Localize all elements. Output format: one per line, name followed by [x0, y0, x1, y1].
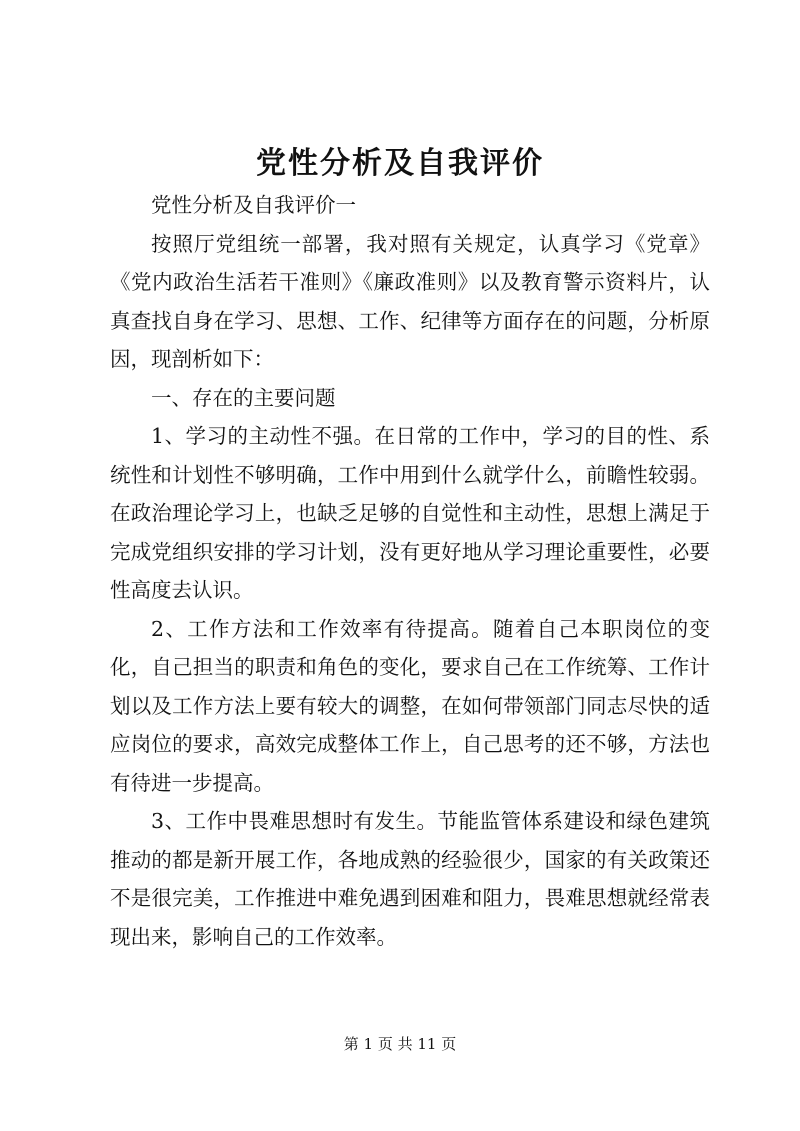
paragraph-item-3: 3、工作中畏难思想时有发生。节能监管体系建设和绿色建筑推动的都是新开展工作，各地成熟的经验很少，国家的有关政策还不是很完美，工作推进中难免遇到困难和阻力，畏难思想就经常表现出来，影响自己的工作效率。 [110, 809, 710, 949]
paragraph-subtitle: 党性分析及自我评价一 [151, 193, 356, 217]
paragraph-item-2: 2、工作方法和工作效率有待提高。随着自己本职岗位的变化，自己担当的职责和角色的变化，要求自己在工作统筹、工作计划以及工作方法上要有较大的调整，在如何带领部门同志尽快的适应岗位的要求，高效完成整体工作上，自己思考的还不够，方法也有待进一步提高。 [110, 616, 710, 795]
paragraph-intro: 按照厅党组统一部署，我对照有关规定，认真学习《党章》《党内政治生活若干准则》《廉政准则》以及教育警示资料片，认真查找自身在学习、思想、工作、纪律等方面存在的问题，分析原因，现剖析如下： [110, 231, 710, 371]
document-title: 党性分析及自我评价 [256, 146, 544, 181]
page-number-footer: 第 1 页 共 11 页 [343, 1035, 457, 1053]
document-body [110, 186, 710, 956]
section-heading: 一、存在的主要问题 [151, 385, 336, 410]
paragraph-item-1: 1、学习的主动性不强。在日常的工作中，学习的目的性、系统性和计划性不够明确，工作中用到什么就学什么，前瞻性较弱。在政治理论学习上，也缺乏足够的自觉性和主动性，思想上满足于完成党组织安排的学习计划，没有更好地从学习理论重要性，必要性高度去认识。 [110, 424, 710, 602]
